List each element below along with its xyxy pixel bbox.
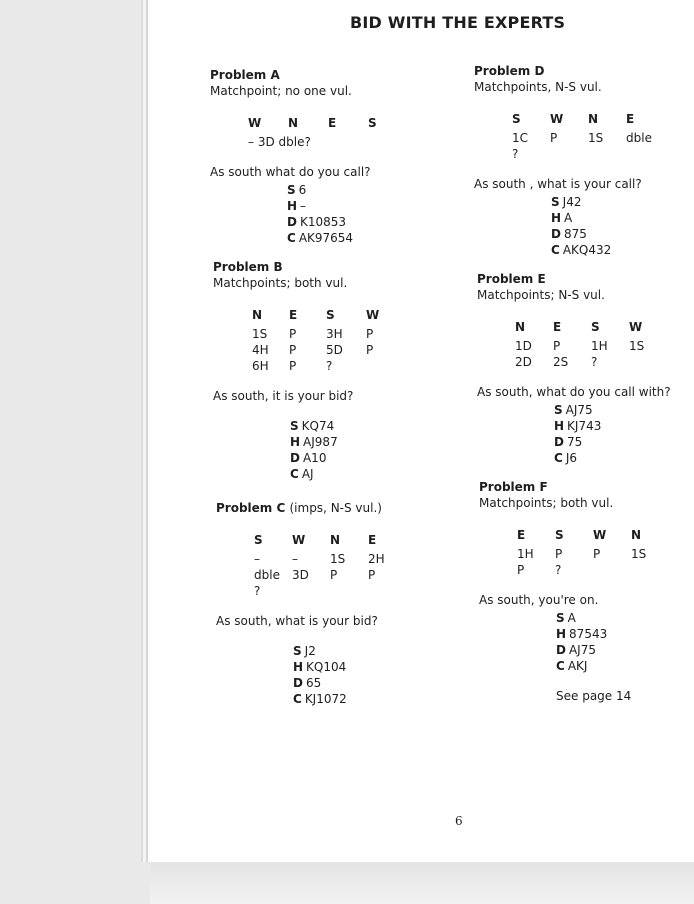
suit-cards: J6 (565, 451, 577, 465)
auction-row (512, 130, 652, 146)
call: 2H (368, 552, 385, 566)
suit-letter: C (293, 692, 302, 706)
hand-diamonds (290, 450, 379, 466)
suit-letter: C (554, 451, 563, 465)
problem-heading (216, 500, 385, 516)
auction-row (515, 338, 644, 354)
auction-row (254, 567, 385, 583)
problem-f (479, 479, 646, 704)
suit-letter: H (556, 627, 567, 641)
seat-header: E (626, 112, 635, 126)
hand-spades (554, 402, 671, 418)
suit-cards: AJ (301, 467, 314, 481)
problem-d (474, 63, 652, 258)
hand (551, 194, 652, 258)
hand-diamonds (287, 214, 377, 230)
auction-row (254, 551, 385, 567)
call: P (517, 563, 525, 577)
seat-header: E (553, 320, 562, 334)
seat-header: N (330, 533, 341, 547)
hand (554, 402, 671, 466)
seat-header: W (248, 116, 262, 130)
suit-letter: H (551, 211, 562, 225)
auction-line: – 3D dble? (248, 135, 311, 149)
call: 6H (252, 359, 269, 373)
call (368, 583, 385, 599)
call: P (289, 343, 297, 357)
seat-header: N (631, 528, 642, 542)
call (631, 562, 646, 578)
suit-cards: AKJ (567, 659, 588, 673)
seat-header: N (252, 308, 263, 322)
suit-cards: KQ74 (301, 419, 335, 433)
hand (293, 643, 385, 707)
call: P (555, 547, 563, 561)
suit-cards: A10 (302, 451, 327, 465)
suit-cards: KJ743 (567, 419, 602, 433)
auction-row (254, 583, 385, 599)
problem-heading: Problem E (477, 272, 546, 286)
suit-cards: AJ75 (568, 643, 596, 657)
page-title: BID WITH THE EXPERTS (350, 13, 566, 32)
suit-cards: AJ75 (565, 403, 593, 417)
suit-letter: S (287, 183, 296, 197)
suit-letter: S (554, 403, 563, 417)
seat-header: N (515, 320, 526, 334)
hand-spades (287, 182, 377, 198)
auction-row (252, 326, 379, 342)
call: 3H (326, 327, 343, 341)
suit-letter: S (551, 195, 560, 209)
hand-hearts (293, 659, 385, 675)
problem-heading: Problem B (213, 260, 283, 274)
hand-clubs (290, 466, 379, 482)
call: – (292, 552, 298, 566)
suit-letter: S (293, 644, 302, 658)
call: 2S (553, 355, 569, 369)
call: P (289, 359, 297, 373)
suit-cards: A (564, 211, 573, 225)
page-number: 6 (455, 814, 463, 828)
suit-cards: AKQ432 (562, 243, 612, 257)
problem-condition: Matchpoints; both vul. (213, 276, 348, 290)
seat-header: S (512, 112, 521, 126)
seat-header: W (629, 320, 643, 334)
problem-condition: Matchpoints; N-S vul. (477, 288, 605, 302)
call: P (593, 547, 601, 561)
seat-header: S (555, 528, 564, 542)
problem-c (216, 500, 385, 707)
auction-row (517, 562, 646, 578)
call: 1D (515, 339, 532, 353)
suit-cards: KQ104 (306, 660, 347, 674)
call: P (553, 339, 561, 353)
auction-row (517, 546, 646, 562)
scan-shadow (150, 862, 694, 904)
seat-header: N (288, 116, 299, 130)
auction-table (512, 111, 652, 162)
call: dble (626, 131, 652, 145)
problem-a (210, 67, 377, 246)
call (292, 583, 330, 599)
see-page-note: See page 14 (556, 689, 632, 703)
problem-condition: Matchpoints; both vul. (479, 496, 614, 510)
problem-b (213, 259, 379, 482)
suit-letter: D (551, 227, 561, 241)
problem-heading: Problem A (210, 68, 280, 82)
problem-heading: Problem D (474, 64, 545, 78)
hand-clubs (287, 230, 377, 246)
suit-cards: 75 (566, 435, 583, 449)
suit-cards: 65 (305, 676, 322, 690)
problem-condition: Matchpoints, N-S vul. (474, 80, 602, 94)
problem-question: As south, it is your bid? (213, 389, 354, 403)
seat-header: S (254, 533, 263, 547)
call: 1S (252, 327, 268, 341)
suit-cards: A (567, 611, 576, 625)
call (593, 562, 631, 578)
seat-header: N (588, 112, 599, 126)
call (330, 583, 368, 599)
suit-cards: 875 (563, 227, 587, 241)
suit-letter: H (287, 199, 298, 213)
hand-hearts (290, 434, 379, 450)
hand-clubs (554, 450, 671, 466)
call: dble (254, 568, 280, 582)
call (629, 354, 644, 370)
suit-letter: S (290, 419, 299, 433)
seat-header: W (366, 308, 380, 322)
hand-diamonds (293, 675, 385, 691)
auction-row (252, 358, 379, 374)
problem-e (477, 271, 671, 466)
hand-spades (290, 418, 379, 434)
hand-diamonds (551, 226, 652, 242)
call: ? (512, 147, 519, 161)
call: P (550, 131, 558, 145)
problem-condition: Matchpoint; no one vul. (210, 84, 352, 98)
call: 1S (330, 552, 346, 566)
suit-letter: C (551, 243, 560, 257)
suit-cards: KJ1072 (304, 692, 347, 706)
call: 1C (512, 131, 529, 145)
suit-letter: H (554, 419, 565, 433)
problem-heading: Problem F (479, 480, 548, 494)
call: P (330, 568, 338, 582)
call: 1S (631, 547, 647, 561)
call (366, 358, 379, 374)
auction-table (252, 307, 379, 374)
call: 1H (591, 339, 608, 353)
call: P (366, 343, 374, 357)
suit-letter: C (290, 467, 299, 481)
call: ? (555, 563, 562, 577)
suit-letter: H (290, 435, 301, 449)
call (550, 146, 588, 162)
problem-question: As south , what is your call? (474, 177, 642, 191)
suit-letter: C (287, 231, 296, 245)
seat-header: S (326, 308, 335, 322)
hand-spades (293, 643, 385, 659)
call: P (366, 327, 374, 341)
hand (556, 610, 646, 704)
seat-header: W (593, 528, 607, 542)
suit-letter: D (293, 676, 303, 690)
suit-cards: 6 (298, 183, 307, 197)
seat-header: E (368, 533, 377, 547)
problem-question: As south, what do you call with? (477, 385, 671, 399)
auction-table (254, 532, 385, 599)
call: ? (326, 359, 333, 373)
call: 1S (588, 131, 604, 145)
seat-header: W (550, 112, 564, 126)
hand-spades (551, 194, 652, 210)
auction-table (517, 527, 646, 578)
call: 3D (292, 568, 309, 582)
auction-row (512, 146, 652, 162)
seat-header: S (591, 320, 600, 334)
suit-cards: 87543 (569, 627, 608, 641)
suit-letter: D (554, 435, 564, 449)
suit-cards: AK97654 (298, 231, 354, 245)
suit-cards: K10853 (299, 215, 347, 229)
seat-header: E (289, 308, 298, 322)
hand-hearts (287, 198, 377, 214)
auction-row (515, 354, 644, 370)
seat-header: E (517, 528, 526, 542)
problem-question: As south, you're on. (479, 593, 599, 607)
auction-table (248, 115, 377, 134)
suit-cards: J42 (562, 195, 582, 209)
hand-hearts (554, 418, 671, 434)
suit-letter: C (556, 659, 565, 673)
seat-header: S (368, 116, 377, 130)
suit-letter: H (293, 660, 304, 674)
call: 2D (515, 355, 532, 369)
call: P (368, 568, 376, 582)
problem-heading-label: Problem C (216, 501, 286, 515)
call: 4H (252, 343, 269, 357)
problem-question: As south, what is your bid? (216, 614, 378, 628)
auction-table (515, 319, 644, 370)
call: ? (254, 584, 261, 598)
hand-diamonds (554, 434, 671, 450)
call (626, 146, 652, 162)
suit-cards: AJ987 (303, 435, 338, 449)
call: 5D (326, 343, 343, 357)
hand-spades (556, 610, 646, 626)
call (588, 146, 626, 162)
call: – (254, 552, 260, 566)
auction (248, 115, 377, 150)
hand-clubs (556, 658, 646, 674)
hand (290, 418, 379, 482)
hand-hearts (551, 210, 652, 226)
call: ? (591, 355, 598, 369)
problem-question: As south what do you call? (210, 165, 371, 179)
hand-diamonds (556, 642, 646, 658)
problem-condition: (imps, N-S vul.) (289, 501, 382, 515)
call: 1H (517, 547, 534, 561)
hand-hearts (556, 626, 646, 642)
hand (287, 182, 377, 246)
call: P (289, 327, 297, 341)
suit-cards: – (300, 199, 307, 213)
suit-letter: D (556, 643, 566, 657)
hand-clubs (293, 691, 385, 707)
suit-letter: D (287, 215, 297, 229)
seat-header: W (292, 533, 306, 547)
hand-clubs (551, 242, 652, 258)
suit-letter: S (556, 611, 565, 625)
call: 1S (629, 339, 645, 353)
suit-cards: J2 (304, 644, 316, 658)
suit-letter: D (290, 451, 300, 465)
auction-row (252, 342, 379, 358)
seat-header: E (328, 116, 337, 130)
